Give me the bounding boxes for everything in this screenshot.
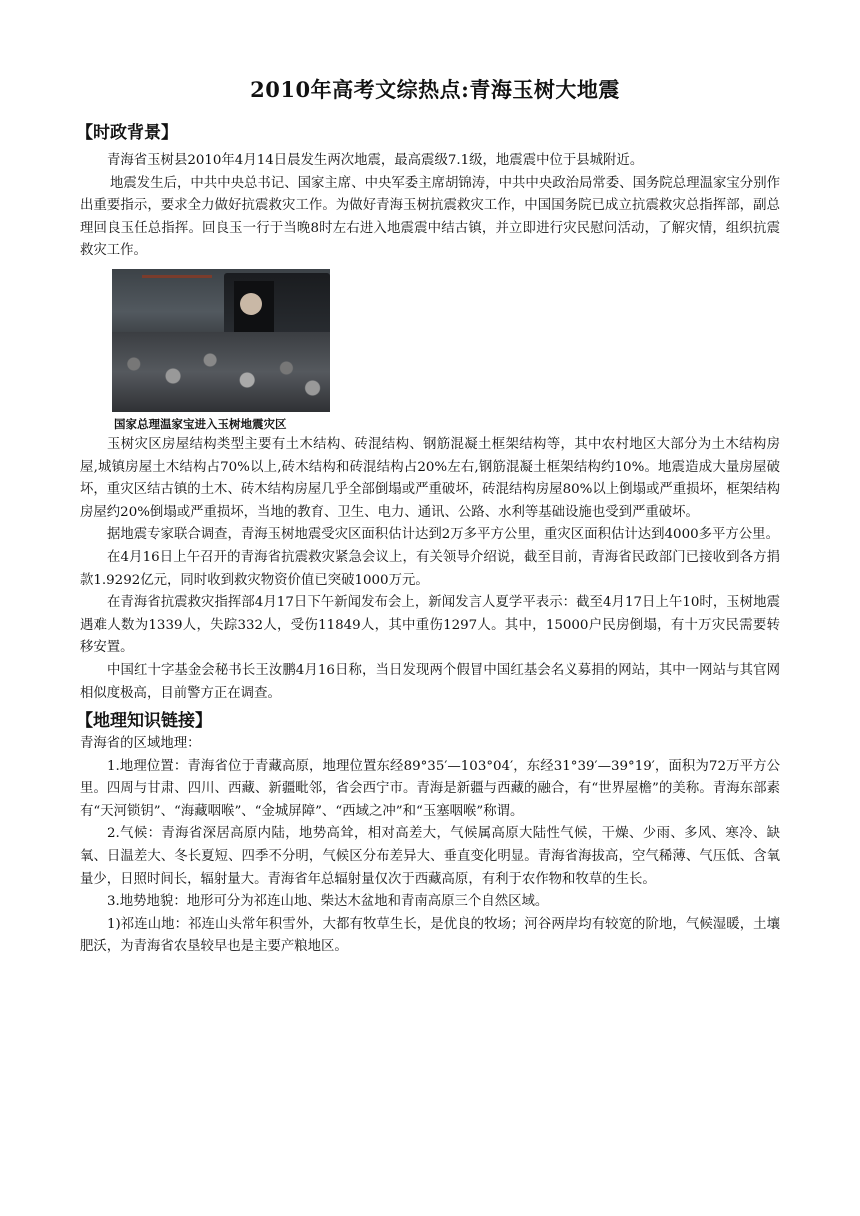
document-page <box>76 74 780 959</box>
paragraph: 青海省玉树县2010年4月14日晨发生两次地震，最高震级7.1级，地震震中位于县城附近。 <box>107 153 644 168</box>
paragraph: 中国红十字基金会秘书长王汝鹏4月16日称，当日发现两个假冒中国红基会名义募捐的网站，其中一网站与其官网相似度极高，目前警方正在调查。 <box>80 662 780 701</box>
paragraph: 2.气候：青海省深居高原内陆，地势高耸，相对高差大，气候属高原大陆性气候，干燥、少雨、多风、寒冷、缺氧、日温差大、冬长夏短、四季不分明，气候区分布差异大、垂直变化明显。青海省海拔高，空气稀薄、气压低、含氧量少，日照时间长，辐射量大。青海省年总辐射量仅次于西藏高原，有利于农作物和牧草的生长。 <box>80 826 780 887</box>
paragraph: 在4月16日上午召开的青海省抗震救灾紧急会议上，有关领导介绍说，截至目前，青海省民政部门已接收到各方捐款1.9292亿元，同时收到救灾物资价值已突破1000万元。 <box>80 549 780 588</box>
paragraph: 1.地理位置：青海省位于青藏高原，地理位置东经89°35′—103°04′，东经31°39′—39°19′，面积为72万平方公里。四周与甘肃、四川、西藏、新疆毗邻，省会西宁市。青海是新疆与西藏的融合，有“世界屋檐”的美称。青海东部素有“天河锁钥”、“海藏咽喉”、“金城屏障”、“西域之冲”和“玉塞咽喉”称谓。 <box>80 758 780 819</box>
person-shape <box>240 293 262 315</box>
page-title: 2010年高考文综热点:青海玉树大地震 <box>250 77 620 102</box>
news-photo <box>112 269 330 412</box>
photo-caption: 国家总理温家宝进入玉树地震灾区 <box>114 416 287 431</box>
news-photo-figure <box>112 269 330 432</box>
paragraph: 3.地势地貌：地形可分为祁连山地、柴达木盆地和青南高原三个自然区域。 <box>107 894 549 910</box>
paragraph: 1)祁连山地：祁连山头常年积雪外，大都有牧草生长，是优良的牧场；河谷两岸均有较宽的阶地，气候湿暖，土壤肥沃，为青海省农垦较早也是主要产粮地区。 <box>80 916 780 955</box>
section-intro: 青海省的区域地理： <box>80 736 201 752</box>
section-heading-current-affairs: 【时政背景】 <box>76 123 178 143</box>
section-heading-geography: 【地理知识链接】 <box>76 711 212 732</box>
paragraph: 据地震专家联合调查，青海玉树地震受灾区面积估计达到2万多平方公里，重灾区面积估计达到4000多平方公里。 <box>107 527 779 543</box>
crowd-shape <box>112 332 330 412</box>
paragraph: 在青海省抗震救灾指挥部4月17日下午新闻发布会上，新闻发言人夏学平表示：截至4月17日上午10时，玉树地震遇难人数为1339人，失踪332人，受伤11849人，其中重伤1297人。其中，15000户民房倒塌，有十万灾民需要转移安置。 <box>80 595 780 656</box>
paragraph: 玉树灾区房屋结构类型主要有土木结构、砖混结构、钢筋混凝土框架结构等，其中农村地区大部分为土木结构房屋,城镇房屋土木结构占70%以上,砖木结构和砖混结构占20%左右,钢筋混凝土框架结构约10%。地震造成大量房屋破坏，重灾区结古镇的土木、砖木结构房屋几乎全部倒塌或严重破坏，砖混结构房屋80%以上倒塌或严重损坏，框架结构房屋约20%倒塌或严重损坏，当地的教育、卫生、电力、通讯、公路、水利等基础设施也受到严重破坏。 <box>80 436 780 520</box>
banner-decoration <box>142 275 212 278</box>
paragraph: 地震发生后，中共中央总书记、国家主席、中央军委主席胡锦涛，中共中央政治局常委、国务院总理温家宝分别作出重要指示，要求全力做好抗震救灾工作。为做好青海玉树抗震救灾工作，中国国务院已成立抗震救灾总指挥部，副总理回良玉任总指挥。回良玉一行于当晚8时左右进入地震震中结古镇，并立即进行灾民慰问活动，了解灾情，组织抗震救灾工作。 <box>80 175 780 259</box>
